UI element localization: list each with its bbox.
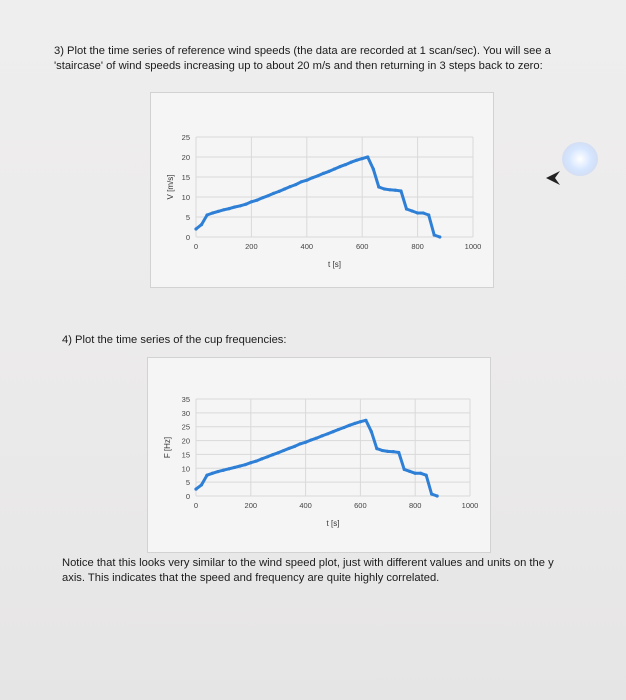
x-tick-label: 800 (411, 242, 424, 251)
data-point (399, 189, 402, 192)
y-tick-label: 15 (181, 173, 190, 182)
x-tick-label: 1000 (464, 242, 482, 251)
data-point (205, 213, 208, 216)
data-point (244, 203, 247, 206)
x-tick-label: 600 (355, 242, 369, 251)
notice-line-2: axis. This indicates that the speed and frequency are quite highly correlated. (62, 572, 440, 584)
data-point (403, 468, 406, 471)
y-tick-label: 15 (181, 450, 190, 460)
data-point (233, 205, 236, 208)
data-point (344, 163, 347, 166)
data-point (355, 159, 358, 162)
y-tick-label: 20 (181, 436, 190, 446)
data-point (233, 466, 236, 469)
data-point (304, 441, 307, 444)
data-point (239, 204, 242, 207)
data-point (299, 442, 302, 445)
data-point (342, 426, 345, 429)
x-axis-label: t [s] (326, 519, 340, 528)
x-tick-label: 800 (408, 501, 422, 510)
data-point (305, 179, 308, 182)
data-point (288, 447, 291, 450)
data-point (217, 210, 220, 213)
data-point (427, 213, 430, 216)
data-point (255, 459, 258, 462)
camera-glare (562, 142, 598, 176)
data-point (227, 467, 230, 470)
data-point (353, 422, 356, 425)
data-point (372, 167, 375, 170)
data-point (289, 185, 292, 188)
x-tick-label: 0 (193, 501, 199, 510)
y-tick-label: 10 (181, 193, 190, 202)
data-point (311, 176, 314, 179)
data-point (260, 457, 263, 460)
y-tick-label: 35 (181, 395, 190, 404)
y-axis-label: V [m/s] (166, 174, 175, 200)
x-tick-label: 400 (300, 242, 314, 251)
data-point (348, 424, 351, 427)
data-point (266, 194, 269, 197)
data-point (436, 494, 439, 497)
data-point (255, 199, 258, 202)
x-axis-label: t [s] (328, 260, 341, 269)
data-point (377, 185, 380, 188)
data-point (200, 223, 203, 226)
data-point (222, 469, 225, 472)
x-tick-label: 1000 (461, 501, 479, 510)
data-point (272, 192, 275, 195)
wind-speed-chart-svg (151, 93, 493, 287)
data-point (408, 470, 411, 473)
data-point (366, 155, 369, 158)
data-point (410, 209, 413, 212)
data-point (238, 464, 241, 467)
data-point (381, 449, 384, 452)
data-point (277, 451, 280, 454)
data-point (414, 472, 417, 475)
data-point (261, 196, 264, 199)
data-point (282, 449, 285, 452)
data-point (394, 189, 397, 192)
data-point (283, 187, 286, 190)
x-tick-label: 0 (193, 242, 199, 251)
y-tick-label: 25 (181, 133, 190, 142)
data-point (194, 487, 197, 490)
data-point (350, 161, 353, 164)
data-point (327, 170, 330, 173)
data-point (216, 470, 219, 473)
question-3-text (54, 44, 574, 74)
data-point (294, 183, 297, 186)
data-point (322, 172, 325, 175)
question-3-line-2: 'staircase' of wind speeds increasing up to about 20 m/s and then returning in 3 steps back to zero: (54, 60, 543, 72)
data-point (361, 157, 364, 160)
y-tick-label: 10 (181, 464, 190, 474)
data-point (309, 438, 312, 441)
data-point (370, 430, 373, 433)
data-point (300, 180, 303, 183)
data-point (222, 208, 225, 211)
data-point (326, 432, 329, 435)
data-point (211, 472, 214, 475)
wind-speed-chart (150, 92, 494, 288)
data-point (416, 211, 419, 214)
data-point (392, 450, 395, 453)
data-point (315, 436, 318, 439)
data-point (419, 472, 422, 475)
data-point (375, 447, 378, 450)
data-point (405, 207, 408, 210)
data-point (359, 420, 362, 423)
data-point (383, 187, 386, 190)
cup-frequency-chart (147, 357, 491, 553)
y-tick-label: 30 (181, 408, 190, 418)
notice-paragraph (62, 556, 562, 586)
data-point (211, 211, 214, 214)
question-4-text: 4) Plot the time series of the cup frequencies: (62, 334, 287, 346)
data-point (194, 227, 197, 230)
y-tick-label: 20 (181, 153, 190, 162)
data-point (278, 190, 281, 193)
x-tick-label: 400 (299, 501, 312, 510)
cup-frequency-chart-svg (148, 358, 490, 552)
data-point (338, 165, 341, 168)
data-point (333, 167, 336, 170)
data-point (228, 207, 231, 210)
x-tick-label: 600 (354, 501, 367, 510)
data-point (337, 428, 340, 431)
data-point (422, 211, 425, 214)
data-point (266, 455, 269, 458)
y-tick-label: 5 (185, 213, 190, 222)
y-tick-label: 5 (185, 478, 190, 488)
data-point (316, 174, 319, 177)
data-point (386, 450, 389, 453)
data-point (438, 235, 441, 238)
data-point (433, 233, 436, 236)
data-point (205, 474, 208, 477)
data-point (430, 492, 433, 495)
y-tick-label: 25 (181, 422, 190, 432)
y-tick-label: 0 (185, 492, 190, 501)
notice-line-1: Notice that this looks very similar to the wind speed plot, just with different values and units on the y (62, 557, 554, 569)
data-point (250, 200, 253, 203)
series-line (196, 420, 437, 496)
x-tick-label: 200 (244, 501, 258, 510)
data-point (293, 445, 296, 448)
data-point (271, 453, 274, 456)
data-point (388, 188, 391, 191)
data-point (249, 461, 252, 464)
cursor-arrow-icon (543, 168, 563, 188)
data-point (320, 434, 323, 437)
question-3-line-1: 3) Plot the time series of reference wind speeds (the data are recorded at 1 scan/sec). You will see a (54, 45, 551, 57)
data-point (244, 463, 247, 466)
data-point (397, 451, 400, 454)
data-point (364, 419, 367, 422)
data-point (331, 430, 334, 433)
x-tick-label: 200 (245, 242, 258, 251)
data-point (425, 474, 428, 477)
data-point (200, 483, 203, 486)
y-axis-label: F [Hz] (163, 436, 172, 459)
y-tick-label: 0 (185, 233, 190, 242)
